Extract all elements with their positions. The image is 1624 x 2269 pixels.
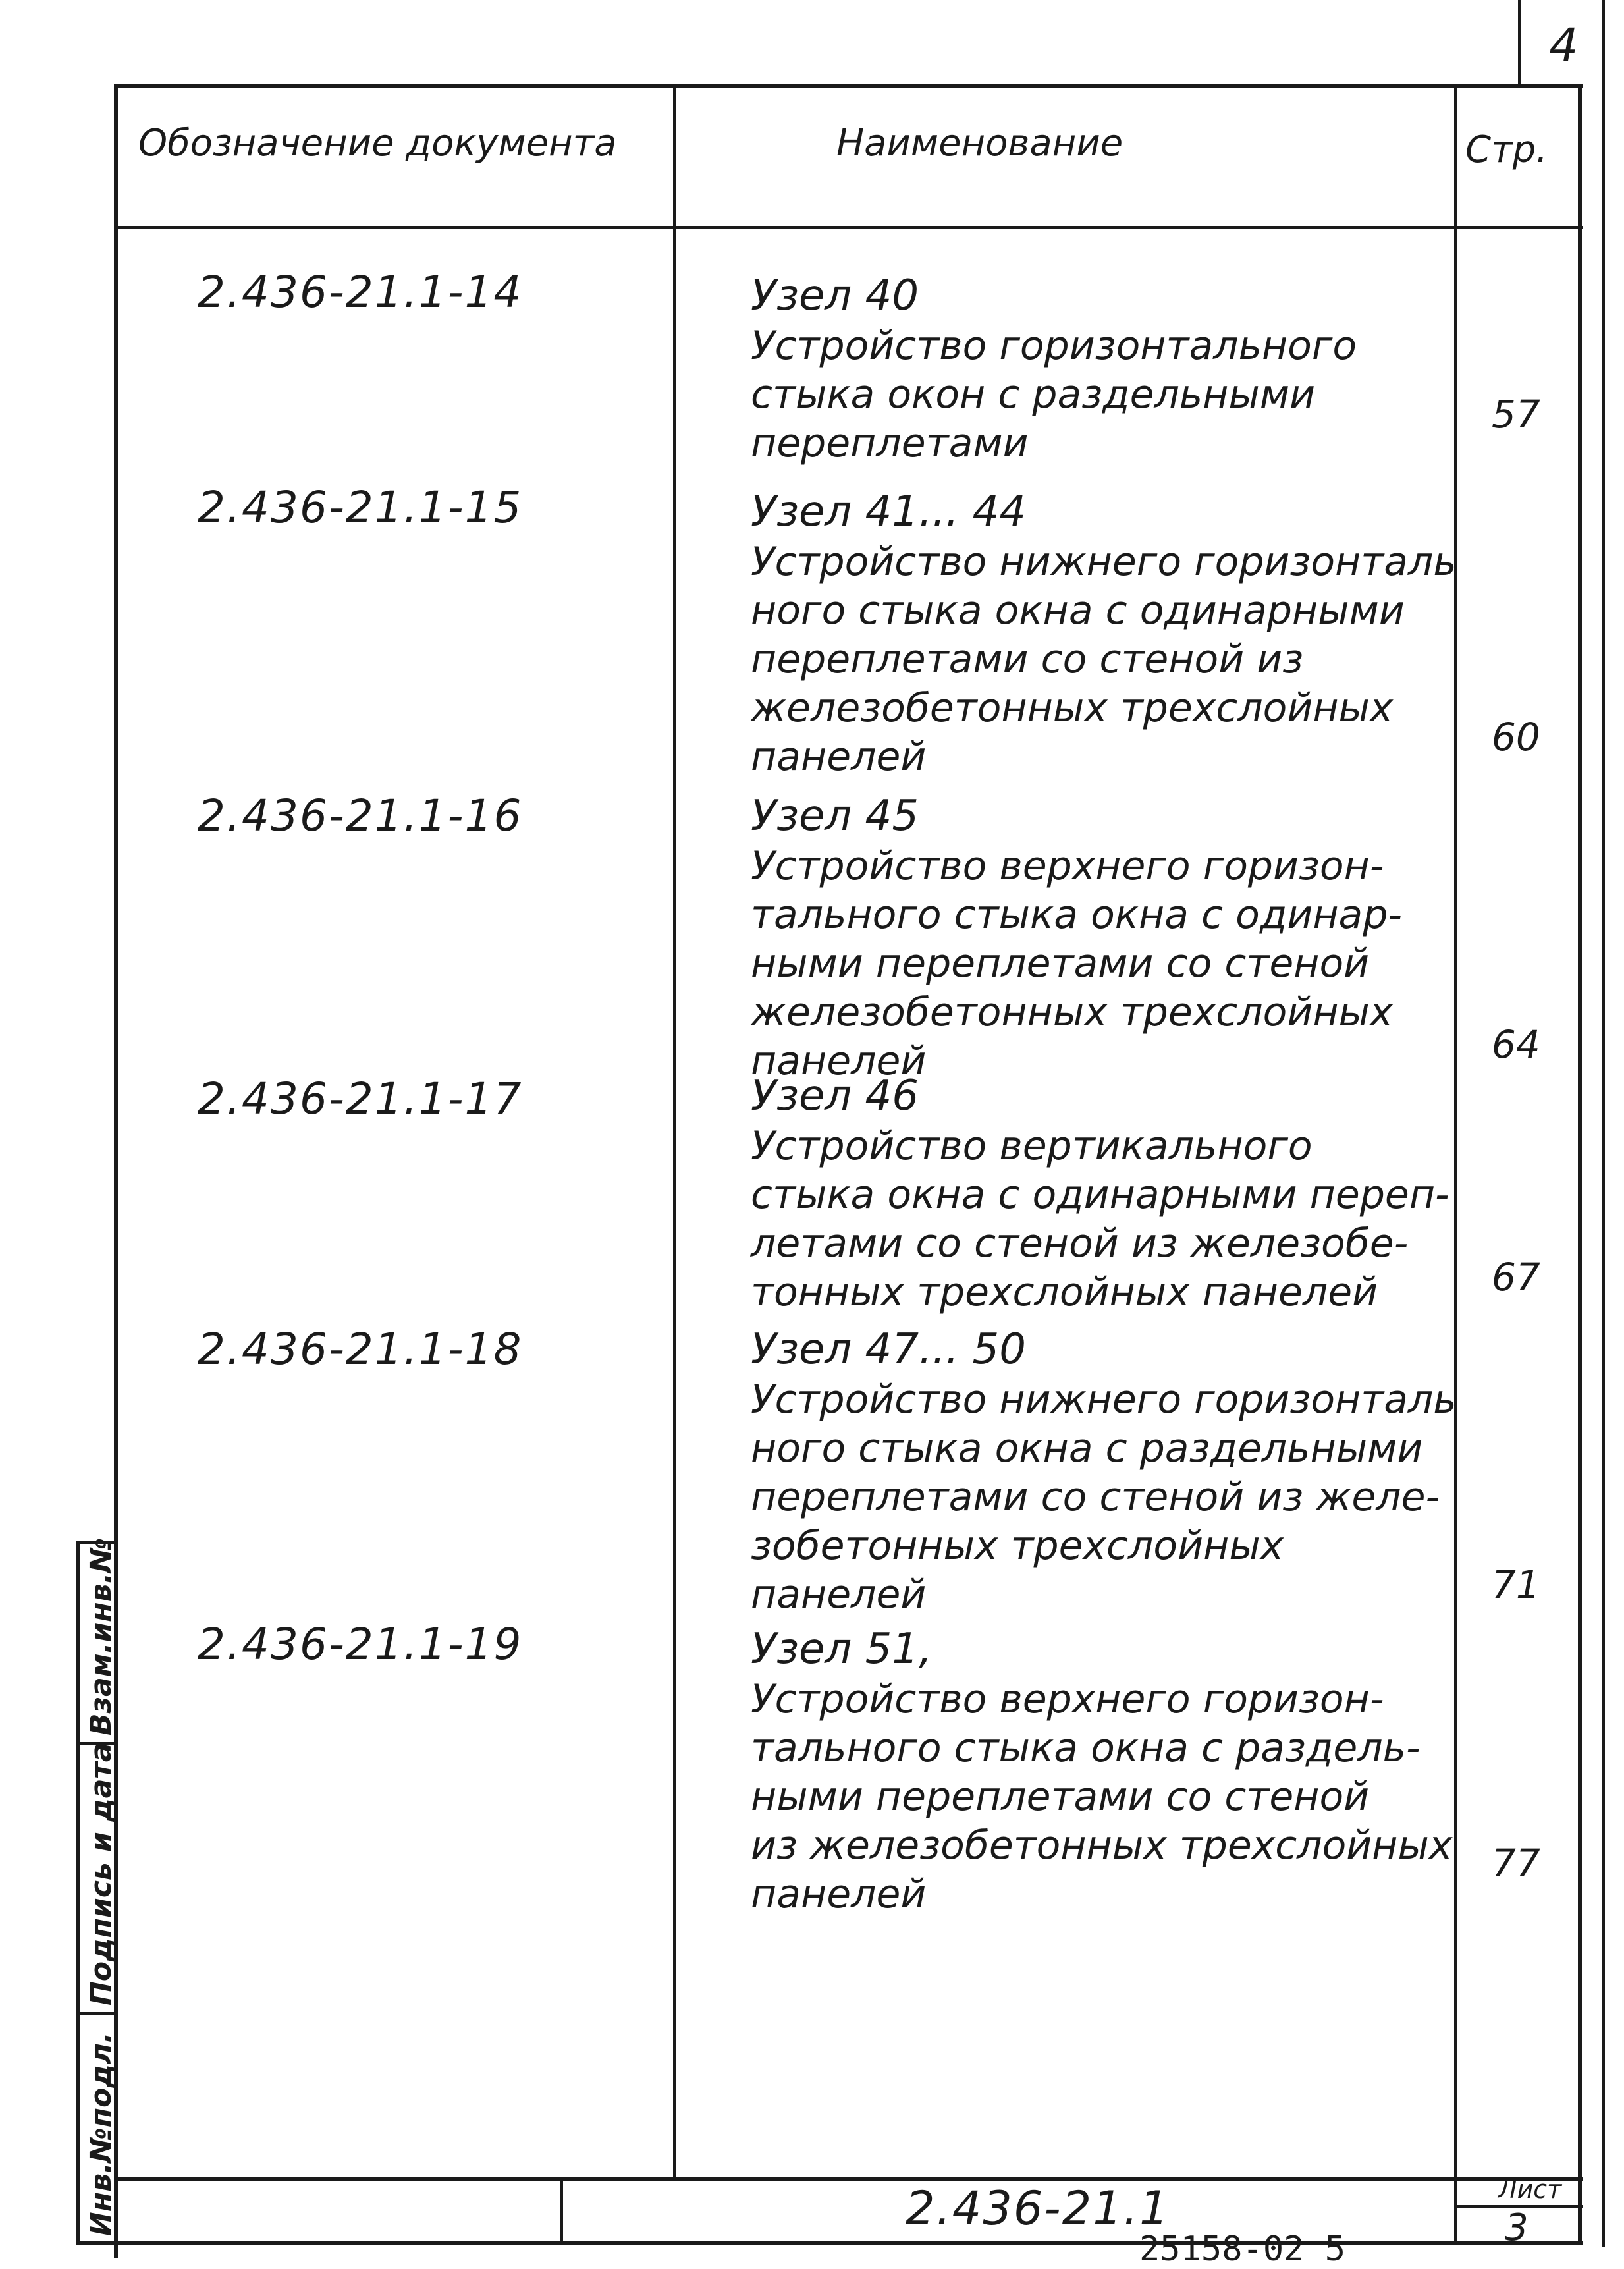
row-doc-code: 2.436-21.1-18	[198, 1324, 523, 1375]
row-name-line: ными переплетами со стеной	[751, 941, 1370, 987]
row-name-line: железобетонных трехслойных	[751, 685, 1394, 731]
row-doc-code: 2.436-21.1-16	[198, 790, 523, 841]
footer-sheet-label: Лист	[1498, 2175, 1562, 2204]
row-page-number: 77	[1492, 1841, 1540, 1886]
col-divider-2	[1454, 84, 1457, 2245]
row-node-title: Узел 51,	[751, 1625, 933, 1674]
row-name-line: переплетами со стеной из желе-	[751, 1474, 1440, 1520]
footer-sheet-number: 3	[1505, 2206, 1529, 2249]
row-name-line: тального стыка окна с одинар-	[751, 892, 1403, 938]
row-name-line: панелей	[751, 1572, 927, 1618]
row-name-line: железобетонных трехслойных	[751, 989, 1394, 1035]
corner-box-right	[1602, 0, 1605, 2247]
row-node-title: Узел 40	[751, 271, 919, 320]
row-name-line: Устройство вертикального	[751, 1123, 1313, 1169]
footer-divider	[114, 2177, 1583, 2181]
row-doc-code: 2.436-21.1-14	[198, 267, 523, 317]
row-page-number: 71	[1492, 1562, 1540, 1607]
row-doc-code: 2.436-21.1-19	[198, 1619, 523, 1670]
header-divider	[114, 226, 1583, 229]
row-name-line: зобетонных трехслойных	[751, 1523, 1284, 1569]
row-name-line: Устройство верхнего горизон-	[751, 843, 1384, 889]
row-node-title: Узел 41... 44	[751, 487, 1026, 536]
row-name-line: переплетами	[751, 420, 1029, 466]
row-doc-code: 2.436-21.1-15	[198, 482, 523, 533]
footer-doc-code: 2.436-21.1	[906, 2181, 1170, 2235]
corner-sheet-number: 4	[1549, 18, 1579, 72]
row-name-line: переплетами со стеной из	[751, 636, 1304, 682]
side-inv-no-original: Инв.№подл.	[84, 2032, 118, 2236]
row-node-title: Узел 46	[751, 1072, 919, 1120]
row-page-number: 64	[1492, 1022, 1540, 1067]
side-stamp-left	[76, 1541, 80, 2245]
row-name-line: тального стыка окна с раздель-	[751, 1725, 1421, 1771]
row-doc-code: 2.436-21.1-17	[198, 1074, 523, 1124]
row-name-line: стыка окон с раздельными	[751, 371, 1316, 418]
row-name-line: ными переплетами со стеной	[751, 1774, 1370, 1820]
row-name-line: Устройство нижнего горизонталь	[751, 539, 1457, 585]
header-page: Стр.	[1465, 128, 1548, 171]
side-signature-date: Подпись и дата	[84, 1742, 118, 2006]
header-name: Наименование	[836, 122, 1123, 165]
row-name-line: Устройство нижнего горизонталь	[751, 1377, 1457, 1423]
row-page-number: 57	[1492, 392, 1540, 437]
row-name-line: панелей	[751, 1038, 927, 1084]
row-name-line: панелей	[751, 734, 927, 780]
side-replaced-inv-no: Взам.инв.№	[84, 1537, 118, 1736]
archive-number: 25158-02 5	[1139, 2229, 1346, 2269]
side-stamp-h3	[76, 2012, 117, 2015]
frame-bottom	[79, 2241, 1583, 2245]
row-node-title: Узел 45	[751, 792, 919, 840]
row-name-line: летами со стеной из железобе-	[751, 1220, 1409, 1267]
header-designation: Обозначение документа	[138, 122, 617, 165]
row-name-line: панелей	[751, 1871, 927, 1917]
row-name-line: Устройство горизонтального	[751, 323, 1357, 369]
row-name-line: Устройство верхнего горизон-	[751, 1676, 1384, 1722]
row-node-title: Узел 47... 50	[751, 1325, 1026, 1374]
row-page-number: 60	[1492, 715, 1540, 759]
row-name-line: из железобетонных трехслойных	[751, 1822, 1453, 1869]
frame-right	[1578, 84, 1582, 2245]
corner-box-left	[1518, 0, 1521, 84]
row-name-line: тонных трехслойных панелей	[751, 1269, 1378, 1315]
row-name-line: стыка окна с одинарными переп-	[751, 1172, 1449, 1218]
row-page-number: 67	[1492, 1255, 1540, 1299]
row-name-line: ного стыка окна с одинарными	[751, 588, 1405, 634]
row-name-line: ного стыка окна с раздельными	[751, 1425, 1423, 1471]
col-divider-1	[673, 84, 676, 2177]
footer-col-divider	[560, 2177, 563, 2245]
frame-top	[114, 84, 1583, 88]
